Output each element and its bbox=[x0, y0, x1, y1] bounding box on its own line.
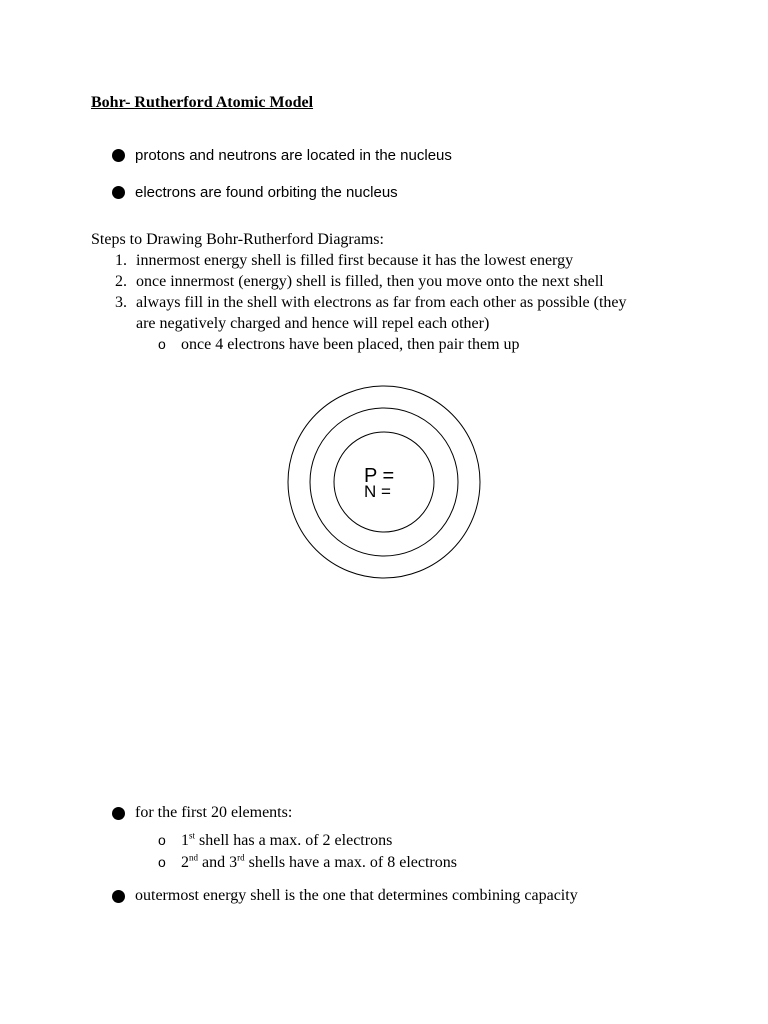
step-number: 1. bbox=[115, 252, 127, 269]
page-title: Bohr- Rutherford Atomic Model bbox=[91, 94, 314, 111]
bullet-item bbox=[112, 804, 292, 822]
sub-bullet-marker: o bbox=[158, 336, 166, 352]
step-text-line-2: are negatively charged and hence will repel each other) bbox=[136, 315, 490, 332]
bohr-rutherford-diagram bbox=[286, 384, 482, 580]
bullet-dot-icon bbox=[112, 807, 125, 820]
step-number: 3. bbox=[115, 294, 127, 311]
bullet-text: protons and neutrons are located in the nucleus bbox=[135, 147, 452, 164]
bullet-item bbox=[112, 184, 398, 201]
neutron-label: N = bbox=[364, 482, 391, 501]
bullet-dot-icon bbox=[112, 149, 125, 162]
sub-item-text: 1st shell has a max. of 2 electrons bbox=[181, 830, 393, 849]
step-number: 2. bbox=[115, 273, 127, 290]
proton-label: P = bbox=[364, 465, 395, 487]
bullet-dot-icon bbox=[112, 890, 125, 903]
sub-bullet-marker: o bbox=[158, 832, 166, 848]
bullet-dot-icon bbox=[112, 186, 125, 199]
step-text-line-1: always fill in the shell with electrons as far from each other as possible (they bbox=[136, 294, 627, 311]
step-text: innermost energy shell is filled first because it has the lowest energy bbox=[136, 252, 574, 269]
sub-item-text: once 4 electrons have been placed, then pair them up bbox=[181, 336, 520, 353]
bullet-item bbox=[112, 147, 452, 164]
step-text: once innermost (energy) shell is filled, then you move onto the next shell bbox=[136, 273, 604, 290]
bullet-text: for the first 20 elements: bbox=[135, 804, 293, 821]
bullet-text: electrons are found orbiting the nucleus bbox=[135, 184, 398, 201]
sub-bullet-marker: o bbox=[158, 854, 166, 870]
steps-heading: Steps to Drawing Bohr-Rutherford Diagrams: bbox=[91, 231, 384, 248]
sub-item-text: 2nd and 3rd shells have a max. of 8 electrons bbox=[181, 852, 457, 871]
bullet-text: outermost energy shell is the one that determines combining capacity bbox=[135, 887, 578, 904]
bullet-item bbox=[112, 887, 578, 905]
